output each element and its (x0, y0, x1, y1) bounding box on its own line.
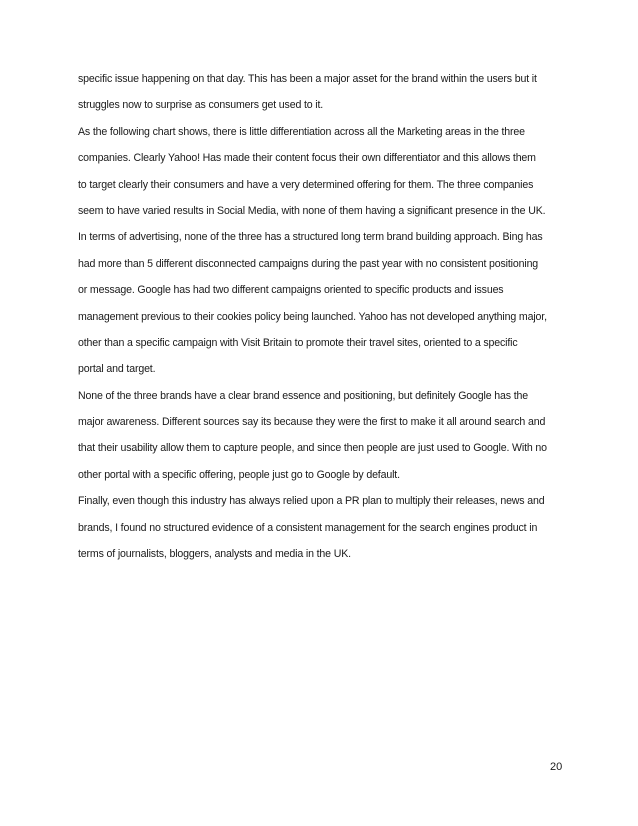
text-line: terms of journalists, bloggers, analysts and media in the UK. (78, 548, 351, 561)
text-line: management previous to their cookies policy being launched. Yahoo has not developed anything major, (78, 310, 547, 323)
text-line: major awareness. Different sources say its because they were the first to make it all around search and (78, 416, 546, 429)
text-line: had more than 5 different disconnected campaigns during the past year with no consistent positioning (78, 257, 539, 270)
text-line: other than a specific campaign with Visit Britain to promote their travel sites, oriented to a specific (78, 336, 518, 349)
text-line: that their usability allow them to capture people, and since then people are just used to Google. With no (78, 442, 547, 455)
text-line: As the following chart shows, there is little differentiation across all the Marketing areas in the three (78, 125, 525, 138)
text-line: to target clearly their consumers and have a very determined offering for them. The three companies (78, 178, 534, 191)
text-line: In terms of advertising, none of the three has a structured long term brand building approach. Bing has (78, 231, 543, 244)
text-line: brands, I found no structured evidence of a consistent management for the search engines product in (78, 521, 538, 534)
text-line: portal and target. (78, 363, 156, 376)
text-line: companies. Clearly Yahoo! Has made their content focus their own differentiator and this allows them (78, 152, 536, 165)
text-line: specific issue happening on that day. This has been a major asset for the brand within the users but it (78, 73, 537, 85)
page-number: 20 (550, 761, 563, 773)
text-line: struggles now to surprise as consumers get used to it. (78, 99, 324, 112)
text-line: other portal with a specific offering, people just go to Google by default. (78, 468, 400, 481)
text-line: None of the three brands have a clear brand essence and positioning, but definitely Google has the (78, 389, 528, 402)
text-line: or message. Google has had two different campaigns oriented to specific products and issues (78, 284, 504, 297)
text-line: Finally, even though this industry has always relied upon a PR plan to multiply their releases, news and (78, 495, 545, 508)
body-text (78, 70, 578, 571)
text-line: seem to have varied results in Social Media, with none of them having a significant presence in the UK. (78, 204, 546, 217)
